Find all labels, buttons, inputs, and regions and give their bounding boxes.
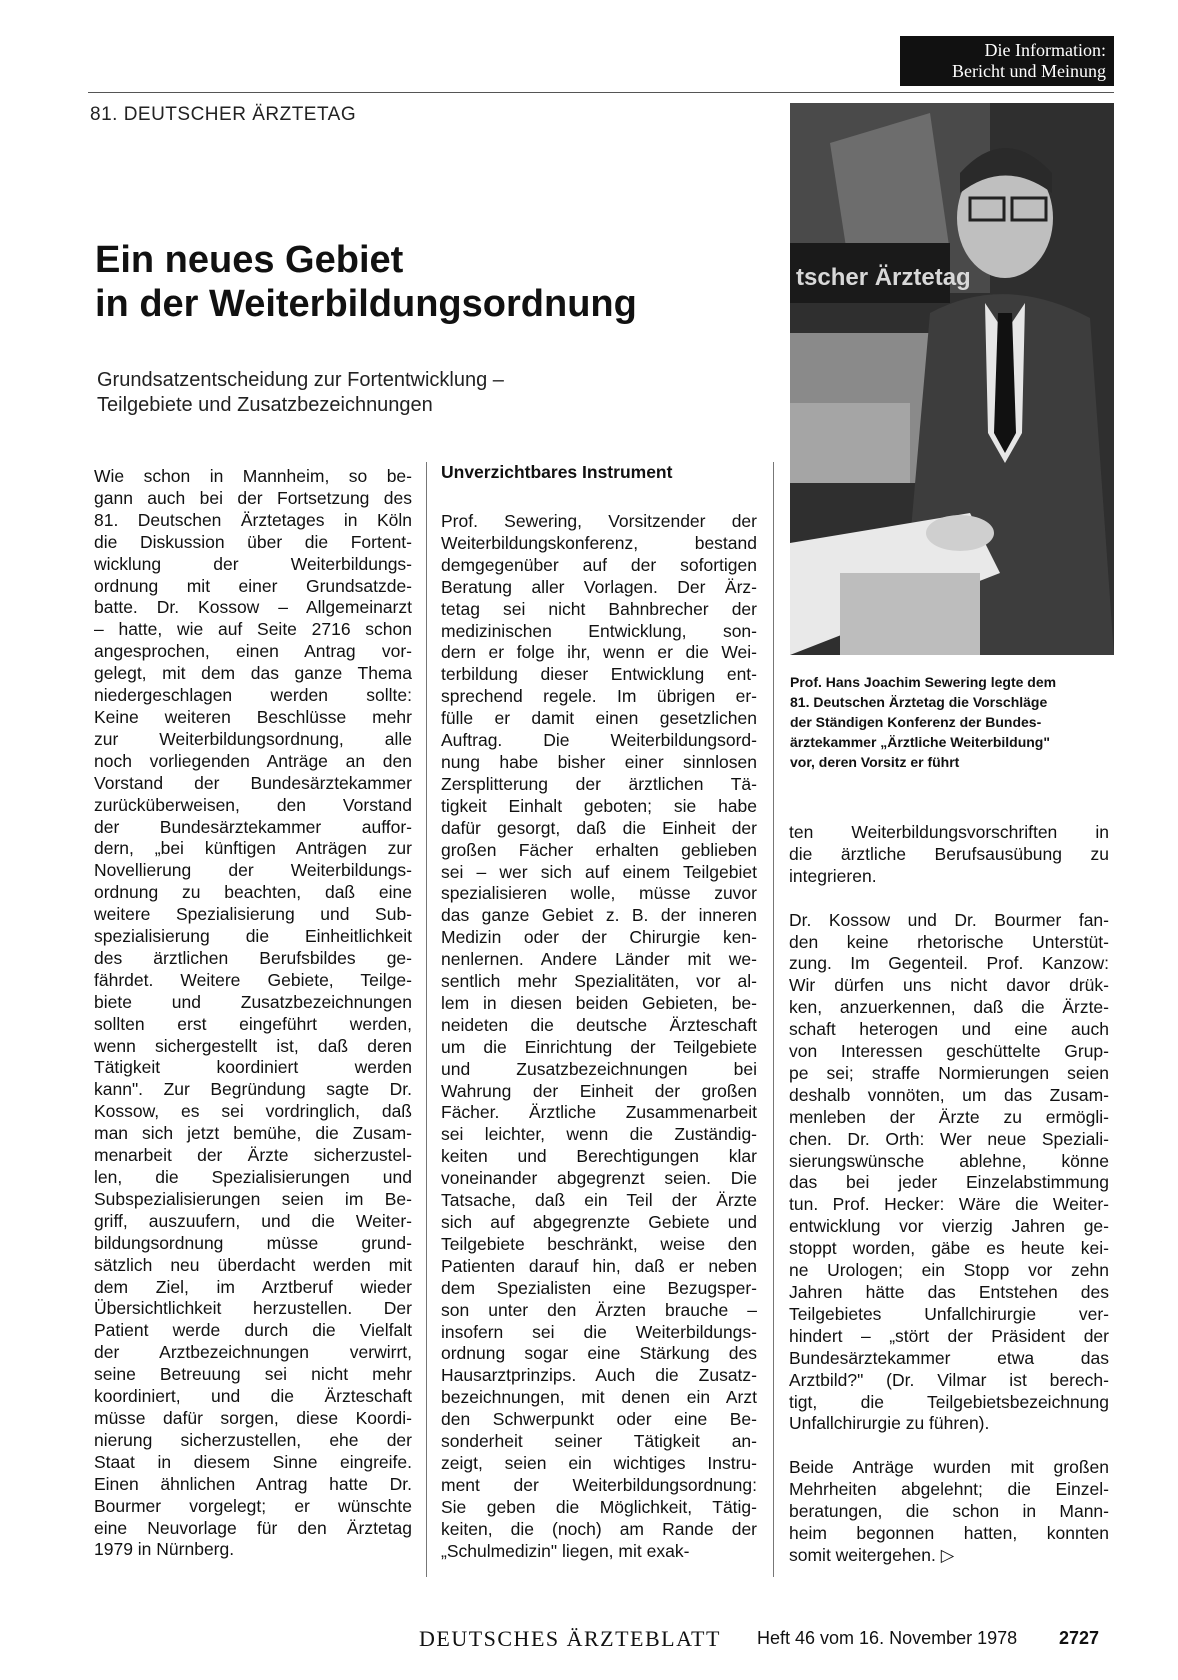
text-line: von Interessen geschüttelte Grup- bbox=[789, 1041, 1109, 1062]
paragraph-gap bbox=[789, 888, 1109, 910]
text-line: angesprochen, einen Antrag vor- bbox=[94, 641, 412, 662]
text-line: Dr. Kossow und Dr. Bourmer fan- bbox=[789, 909, 1109, 930]
caption-line: vor, deren Vorsitz er führt bbox=[790, 754, 960, 770]
text-line: den keine rhetorische Unterstüt- bbox=[789, 931, 1109, 952]
text-line: son unter den Ärzten brauche – bbox=[441, 1299, 757, 1320]
article-subtitle bbox=[97, 368, 717, 418]
text-line: koordiniert, und die Ärzteschaft bbox=[94, 1386, 412, 1407]
text-line: Hausarztprinzips. Auch die Zusatz- bbox=[441, 1365, 757, 1386]
article-column-3 bbox=[789, 822, 1109, 1567]
text-line: Staat in diesem Sinne eingreife. bbox=[94, 1451, 412, 1472]
text-line: Vorstand der Bundesärztekammer bbox=[94, 772, 412, 793]
text-line: Arztbild?" (Dr. Vilmar ist berech- bbox=[789, 1369, 1109, 1390]
text-line: Beide Anträge wurden mit großen bbox=[789, 1457, 1109, 1478]
text-line: schaft heterogen und eine auch bbox=[789, 1019, 1109, 1040]
text-line: Medizin oder der Chirurgie ken- bbox=[441, 927, 757, 948]
text-line: demgegenüber auf der sofortigen bbox=[441, 554, 757, 575]
text-line: Patient werde durch die Vielfalt bbox=[94, 1320, 412, 1341]
text-line: insofern sei die Weiterbildungs- bbox=[441, 1321, 757, 1342]
text-line: 1979 in Nürnberg. bbox=[94, 1539, 235, 1560]
text-line: dem Spezialisten eine Bezugsper- bbox=[441, 1277, 757, 1298]
text-line: ordnung mit einer Grundsatzde- bbox=[94, 575, 412, 596]
title-line-2: in der Weiterbildungsordnung bbox=[95, 283, 637, 325]
text-line: dem Ziel, im Arztberuf wieder bbox=[94, 1276, 412, 1297]
text-line: die ärztliche Berufsausübung zu bbox=[789, 843, 1109, 864]
text-line: sonderheit seiner Tätigkeit an- bbox=[441, 1431, 757, 1452]
text-line: die Diskussion über die Fortent- bbox=[94, 531, 412, 552]
text-line: tetag sei nicht Bahnbrecher der bbox=[441, 598, 757, 619]
text-line: sprechend regele. Im übrigen er- bbox=[441, 686, 757, 707]
caption-line: Prof. Hans Joachim Sewering legte dem bbox=[790, 674, 1057, 690]
text-line: fülle er damit einen gesetzlichen bbox=[441, 708, 757, 729]
page-number: 2727 bbox=[1059, 1628, 1100, 1648]
text-line: zung. Im Gegenteil. Prof. Kanzow: bbox=[789, 953, 1109, 974]
text-line: Sie geben die Möglichkeit, Tätig- bbox=[441, 1496, 757, 1517]
text-line: zeigt, seien ein wichtiges Instru- bbox=[441, 1452, 757, 1473]
text-line: spezialisieren wolle, müsse zuvor bbox=[441, 883, 757, 904]
text-line: eine Neuvorlage für den Ärztetag bbox=[94, 1517, 412, 1538]
text-line: Wie schon in Mannheim, so be- bbox=[94, 466, 412, 486]
text-line: kann". Zur Begründung sagte Dr. bbox=[94, 1079, 412, 1100]
text-line: um die Einrichtung der Teilgebiete bbox=[441, 1036, 757, 1057]
text-line: len, die Spezialisierungen und bbox=[94, 1167, 412, 1187]
text-line: keiten, die (noch) am Rande der bbox=[441, 1518, 757, 1539]
text-line: keiten und Berechtigungen klar bbox=[441, 1146, 757, 1167]
text-line: bezeichnungen, mit denen ein Arzt bbox=[441, 1387, 757, 1408]
text-line: noch vorliegenden Anträge an den bbox=[94, 750, 412, 771]
text-line: ne Urologen; ein Stopp vor zehn bbox=[789, 1260, 1109, 1281]
text-line: „Schulmedizin" liegen, mit exak- bbox=[441, 1540, 690, 1561]
subtitle-line-1: Grundsatzentscheidung zur Fortentwicklung – bbox=[97, 369, 504, 391]
text-line: und Zusatzbezeichnungen bei bbox=[441, 1058, 757, 1079]
text-line: menarbeit der Ärzte sicherzustel- bbox=[94, 1145, 412, 1166]
text-line: des ärztlichen Berufsbildes ge- bbox=[94, 947, 412, 968]
text-line: wenn sichergestellt ist, daß deren bbox=[94, 1035, 412, 1056]
text-line: Bundesärztekammer etwa das bbox=[789, 1347, 1109, 1368]
text-line: Patienten darauf hin, daß er neben bbox=[441, 1255, 757, 1276]
text-line: sentlich mehr Spezialitäten, vor al- bbox=[441, 971, 757, 992]
text-line: medizinischen Entwicklung, son- bbox=[441, 620, 757, 641]
text-line: bildungsordnung müsse grund- bbox=[94, 1232, 412, 1253]
badge-line-2: Bericht und Meinung bbox=[952, 61, 1106, 81]
page-footer bbox=[0, 1626, 1178, 1656]
text-line: beratungen, die schon in Mann- bbox=[789, 1501, 1109, 1522]
issue-info: Heft 46 vom 16. November 1978 bbox=[757, 1628, 1018, 1648]
column-rule-1 bbox=[426, 462, 427, 1577]
text-line: tigkeit Einhalt geboten; sie habe bbox=[441, 795, 757, 816]
text-line: nierung sicherzustellen, ehe der bbox=[94, 1429, 412, 1450]
text-line: ten Weiterbildungsvorschriften in bbox=[789, 822, 1109, 842]
text-line: Mehrheiten abgelehnt; die Einzel- bbox=[789, 1479, 1109, 1500]
text-line: – hatte, wie auf Seite 2716 schon bbox=[94, 619, 412, 640]
speaker-photo-illustration bbox=[790, 103, 1114, 655]
text-line: Kossow, es sei vordringlich, daß bbox=[94, 1101, 412, 1122]
text-line: wicklung der Weiterbildungs- bbox=[94, 553, 412, 574]
text-line: Tätigkeit koordiniert werden bbox=[94, 1057, 412, 1078]
text-line: spezialisierung die Einheitlichkeit bbox=[94, 926, 412, 947]
text-line: großen Fächer erhalten geblieben bbox=[441, 839, 757, 860]
text-line: ordnung sogar eine Stärkung des bbox=[441, 1343, 757, 1364]
text-line: seine Betreuung sei nicht mehr bbox=[94, 1364, 412, 1385]
caption-line: ärztekammer „Ärztliche Weiterbildung" bbox=[790, 734, 1050, 750]
text-line: pe sei; straffe Normierungen seien bbox=[789, 1062, 1109, 1083]
text-line: tun. Prof. Hecker: Wäre die Weiter- bbox=[789, 1194, 1109, 1215]
text-line: sei leichter, wenn die Zuständig- bbox=[441, 1124, 757, 1145]
text-line: lem in diesen beiden Gebieten, be- bbox=[441, 992, 757, 1013]
text-line: Weiterbildungskonferenz, bestand bbox=[441, 532, 757, 553]
text-line: stoppt worden, gäbe es heute kei- bbox=[789, 1238, 1109, 1259]
text-line: somit weitergehen. ▷ bbox=[789, 1544, 955, 1565]
column-rule-2 bbox=[773, 462, 774, 1577]
speaker-photo bbox=[790, 103, 1114, 655]
text-line: Jahren hätte das Entstehen des bbox=[789, 1282, 1109, 1303]
text-line: sich auf abgegrenzte Gebiete und bbox=[441, 1212, 757, 1232]
text-line: fährdet. Weitere Gebiete, Teilge- bbox=[94, 969, 412, 990]
text-line: biete und Zusatzbezeichnungen bbox=[94, 991, 412, 1012]
text-line: deshalb vonnöten, um das Zusam- bbox=[789, 1084, 1109, 1105]
text-line: zur Weiterbildungsordnung, alle bbox=[94, 728, 412, 749]
text-line: tigt, die Teilgebietsbezeichnung bbox=[789, 1391, 1109, 1412]
text-line: terbildung dieser Entwicklung ent- bbox=[441, 664, 757, 685]
text-line: gann auch bei der Fortsetzung des bbox=[94, 487, 412, 508]
text-line: das bei jeder Einzelabstimmung bbox=[789, 1172, 1109, 1193]
text-line: ken, anzuerkennen, daß die Ärzte- bbox=[789, 997, 1109, 1018]
text-line: niedergeschlagen werden sollte: bbox=[94, 685, 412, 706]
text-line: gelegt, mit dem das ganze Thema bbox=[94, 663, 412, 684]
top-rule bbox=[88, 92, 1114, 93]
paragraph-gap bbox=[789, 1435, 1109, 1457]
text-line: man sich jetzt bemühe, die Zusam- bbox=[94, 1123, 412, 1144]
text-line: 81. Deutschen Ärztetages in Köln bbox=[94, 509, 412, 530]
text-line: Tatsache, daß ein Teil der Ärzte bbox=[441, 1190, 757, 1211]
caption-line: 81. Deutschen Ärztetag die Vorschläge bbox=[790, 694, 1048, 710]
journal-masthead: DEUTSCHES ÄRZTEBLATT bbox=[419, 1626, 721, 1651]
text-line: voneinander abgegrenzt seien. Die bbox=[441, 1168, 757, 1189]
text-line: Wahrung der Einheit der großen bbox=[441, 1080, 757, 1101]
badge-line-1: Die Information: bbox=[984, 40, 1106, 60]
text-line: dern er folge ihr, wenn er die Wei- bbox=[441, 642, 757, 663]
text-line: Einen ähnlichen Antrag hatte Dr. bbox=[94, 1473, 412, 1494]
text-line: Teilgebiete beschränkt, weise den bbox=[441, 1233, 757, 1254]
text-line: integrieren. bbox=[789, 865, 877, 886]
text-line: ment der Weiterbildungsordnung: bbox=[441, 1474, 757, 1495]
text-line: der Bundesärztekammer auffor- bbox=[94, 816, 412, 837]
text-line: nung habe bisher einer sinnlosen bbox=[441, 751, 757, 772]
text-line: sätzlich neu überdacht werden mit bbox=[94, 1254, 412, 1275]
text-line: Auftrag. Die Weiterbildungsord- bbox=[441, 730, 757, 751]
text-line: neideten die deutsche Ärzteschaft bbox=[441, 1014, 757, 1035]
text-line: sei – wer sich auf einem Teilgebiet bbox=[441, 861, 757, 882]
text-line: Übersichtlichkeit herzustellen. Der bbox=[94, 1298, 412, 1319]
subtitle-line-2: Teilgebiete und Zusatzbezeichnungen bbox=[97, 394, 433, 416]
text-line: dafür gesorgt, daß die Einheit der bbox=[441, 817, 757, 838]
text-line: Keine weiteren Beschlüsse mehr bbox=[94, 706, 412, 727]
text-line: Prof. Sewering, Vorsitzender der bbox=[441, 511, 757, 531]
text-line: das ganze Gebiet z. B. der inneren bbox=[441, 905, 757, 926]
text-line: Zersplitterung der ärztlichen Tä- bbox=[441, 773, 757, 794]
text-line: Beratung aller Vorlagen. Der Ärz- bbox=[441, 576, 757, 597]
text-line: nenlernen. Andere Länder mit we- bbox=[441, 949, 757, 970]
section-kicker: 81. DEUTSCHER ÄRZTETAG bbox=[90, 104, 357, 125]
section-badge bbox=[900, 36, 1114, 86]
text-line: menleben der Ärzte zu ermögli- bbox=[789, 1106, 1109, 1127]
article-column-2 bbox=[441, 511, 757, 1563]
text-line: chen. Dr. Orth: Wer neue Speziali- bbox=[789, 1128, 1109, 1149]
caption-line: der Ständigen Konferenz der Bundes- bbox=[790, 714, 1042, 730]
column-heading: Unverzichtbares Instrument bbox=[441, 462, 673, 482]
text-line: sollten erst eingeführt werden, bbox=[94, 1013, 412, 1034]
title-line-1: Ein neues Gebiet bbox=[95, 239, 404, 281]
text-line: sierungswünsche ablehne, könne bbox=[789, 1150, 1109, 1171]
text-line: heim begonnen hatten, konnten bbox=[789, 1522, 1109, 1543]
article-title bbox=[95, 238, 745, 326]
text-line: Bourmer vorgelegt; er wünschte bbox=[94, 1495, 412, 1516]
text-line: dern, „bei künftigen Anträgen zur bbox=[94, 838, 412, 859]
text-line: ordnung zu beachten, daß eine bbox=[94, 882, 412, 903]
photo-banner-text: tscher Ärztetag bbox=[796, 264, 971, 291]
text-line: Teilgebietes Unfallchirurgie ver- bbox=[789, 1303, 1109, 1324]
text-line: batte. Dr. Kossow – Allgemeinarzt bbox=[94, 597, 412, 618]
article-column-1 bbox=[94, 466, 412, 1561]
text-line: Fächer. Ärztliche Zusammenarbeit bbox=[441, 1102, 757, 1123]
text-line: Novellierung der Weiterbildungs- bbox=[94, 860, 412, 881]
text-line: den Schwerpunkt oder eine Be- bbox=[441, 1409, 757, 1430]
text-line: griff, auszuufern, und die Weiter- bbox=[94, 1210, 412, 1231]
text-line: müsse dafür sorgen, diese Koordi- bbox=[94, 1407, 412, 1428]
text-line: Unfallchirurgie zu führen). bbox=[789, 1413, 990, 1434]
text-line: entwicklung vor vierzig Jahren ge- bbox=[789, 1216, 1109, 1237]
text-line: hindert – „stört der Präsident der bbox=[789, 1325, 1109, 1346]
text-line: der Arztbezeichnungen verwirrt, bbox=[94, 1342, 412, 1363]
text-line: weitere Spezialisierung und Sub- bbox=[94, 904, 412, 925]
text-line: zurücküberweisen, den Vorstand bbox=[94, 794, 412, 815]
text-line: Subspezialisierungen seien im Be- bbox=[94, 1188, 412, 1209]
text-line: Wir dürfen uns nicht davor drük- bbox=[789, 975, 1109, 996]
photo-caption bbox=[790, 672, 1114, 772]
